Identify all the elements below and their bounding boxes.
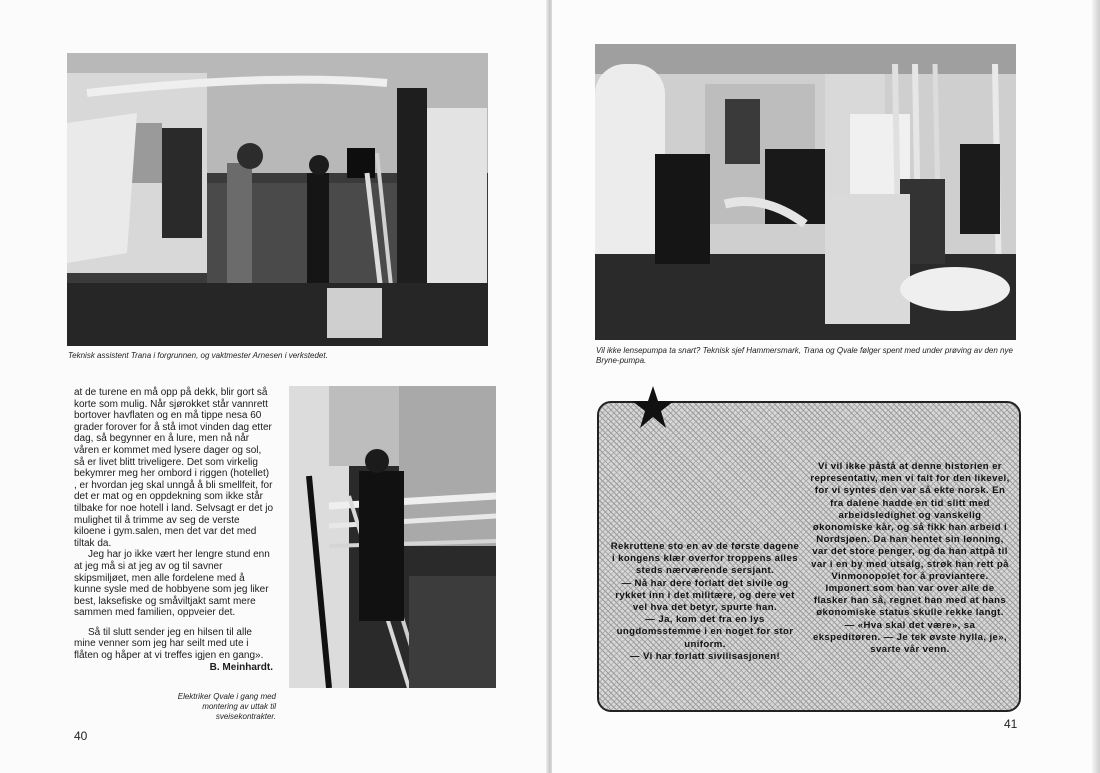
star-icon xyxy=(630,384,676,430)
recruit-paragraph-3: — Ja, kom det fra en lys ungdomsstemme i en noget for stor uniform. xyxy=(616,614,794,650)
article-body xyxy=(74,387,273,673)
article-paragraph-1: at de turene en må opp på dekk, blir gort så korte som mulig. Når sjørokket står vannrett bortover havflaten og en må tippe nesa 60 grader forover for å stå imot vinden dag etter dag, så begynner en å lure, men nå når våren er kommet med lysere dager og sol, så er livet blitt triveligere. Det som virkelig bekymrer meg her ombord i riggen (hotellet) , er hvordan jeg skal unngå å bli smellfeit, for det er mat og en oppdekning som ikke står tilbake for noe hotell i land. Selvsagt er det jo mulighet til å trimme av seg de verste kiloene i gym.salen, men det var det med tiltak da. xyxy=(74,387,274,549)
page-number-left: 40 xyxy=(74,729,88,743)
workshop-photo-illustration xyxy=(67,53,488,346)
workshop-caption: Teknisk assistent Trana i forgrunnen, og vaktmester Arnesen i verkstedet. xyxy=(68,351,328,360)
article-paragraph-2: Jeg har jo ikke vært her lengre stund enn at jeg må si at jeg av og til savner skipsmiljøet, men alle fordelene med å kunne sysle med de hobbyene som jeg liker best, laksefiske og småviltjakt samt mere sammen med familien, oppveier det. xyxy=(74,549,270,619)
electrician-photo-illustration xyxy=(289,386,496,688)
recruit-paragraph-1: Rekruttene sto en av de første dagene i kongens klær overfor troppens alles steds nærværende sersjant. xyxy=(610,541,800,577)
article-signature: B. Meinhardt. xyxy=(209,661,273,673)
pump-room-caption: Vil ikke lensepumpa ta snart? Teknisk sjef Hammersmark, Trana og Qvale følger spent med under prøving av den nye Bryne-pumpa. xyxy=(596,346,1013,365)
recruit-paragraph-4: — Vi har forlatt sivilisasjonen! xyxy=(629,650,781,662)
recruit-anecdote xyxy=(610,541,800,663)
vinmonopol-paragraph-2: — «Hva skal det være», sa ekspeditøren. — Je tek øvste hylla, je», svarte vår venn. xyxy=(812,619,1008,656)
pump-room-photo xyxy=(595,44,1016,340)
page-number-right: 41 xyxy=(1004,717,1018,731)
pump-room-photo-illustration xyxy=(595,44,1016,340)
vinmonopol-anecdote xyxy=(810,461,1010,656)
recruit-paragraph-2: — Nå har dere forlatt det sivile og rykket inn i det militære, og dere vet vel hva det betyr, spurte han. xyxy=(615,577,795,614)
workshop-photo xyxy=(67,53,488,346)
page-edge xyxy=(1092,0,1100,773)
electrician-photo xyxy=(289,386,496,688)
article-paragraph-3: Så til slutt sender jeg en hilsen til alle mine venner som jeg har seilt med ute i flåten og håper at vi treffes igjen en gang». xyxy=(74,626,264,662)
electrician-caption: Elektriker Qvale i gang med montering av uttak til sveisekontrakter. xyxy=(177,692,276,721)
vinmonopol-paragraph-1: Vi vil ikke påstå at denne historien er representativ, men vi falt for den likevel, for vi syntes den var så ekte norsk. En fra dalene hadde en tid slitt med arbeidsledighet og vanskelig økonomiske kår, og så fikk han arbeid i Nordsjøen. Da han hentet sin lønning, var det store penger, og da han attpå til var i en by med utsalg, strøk han rett på Vinmonopolet for å proviantere. Imponert som han var over alle de flasker han så, regnet han med at hans økonomiske status skulle rekke langt. xyxy=(810,461,1010,619)
